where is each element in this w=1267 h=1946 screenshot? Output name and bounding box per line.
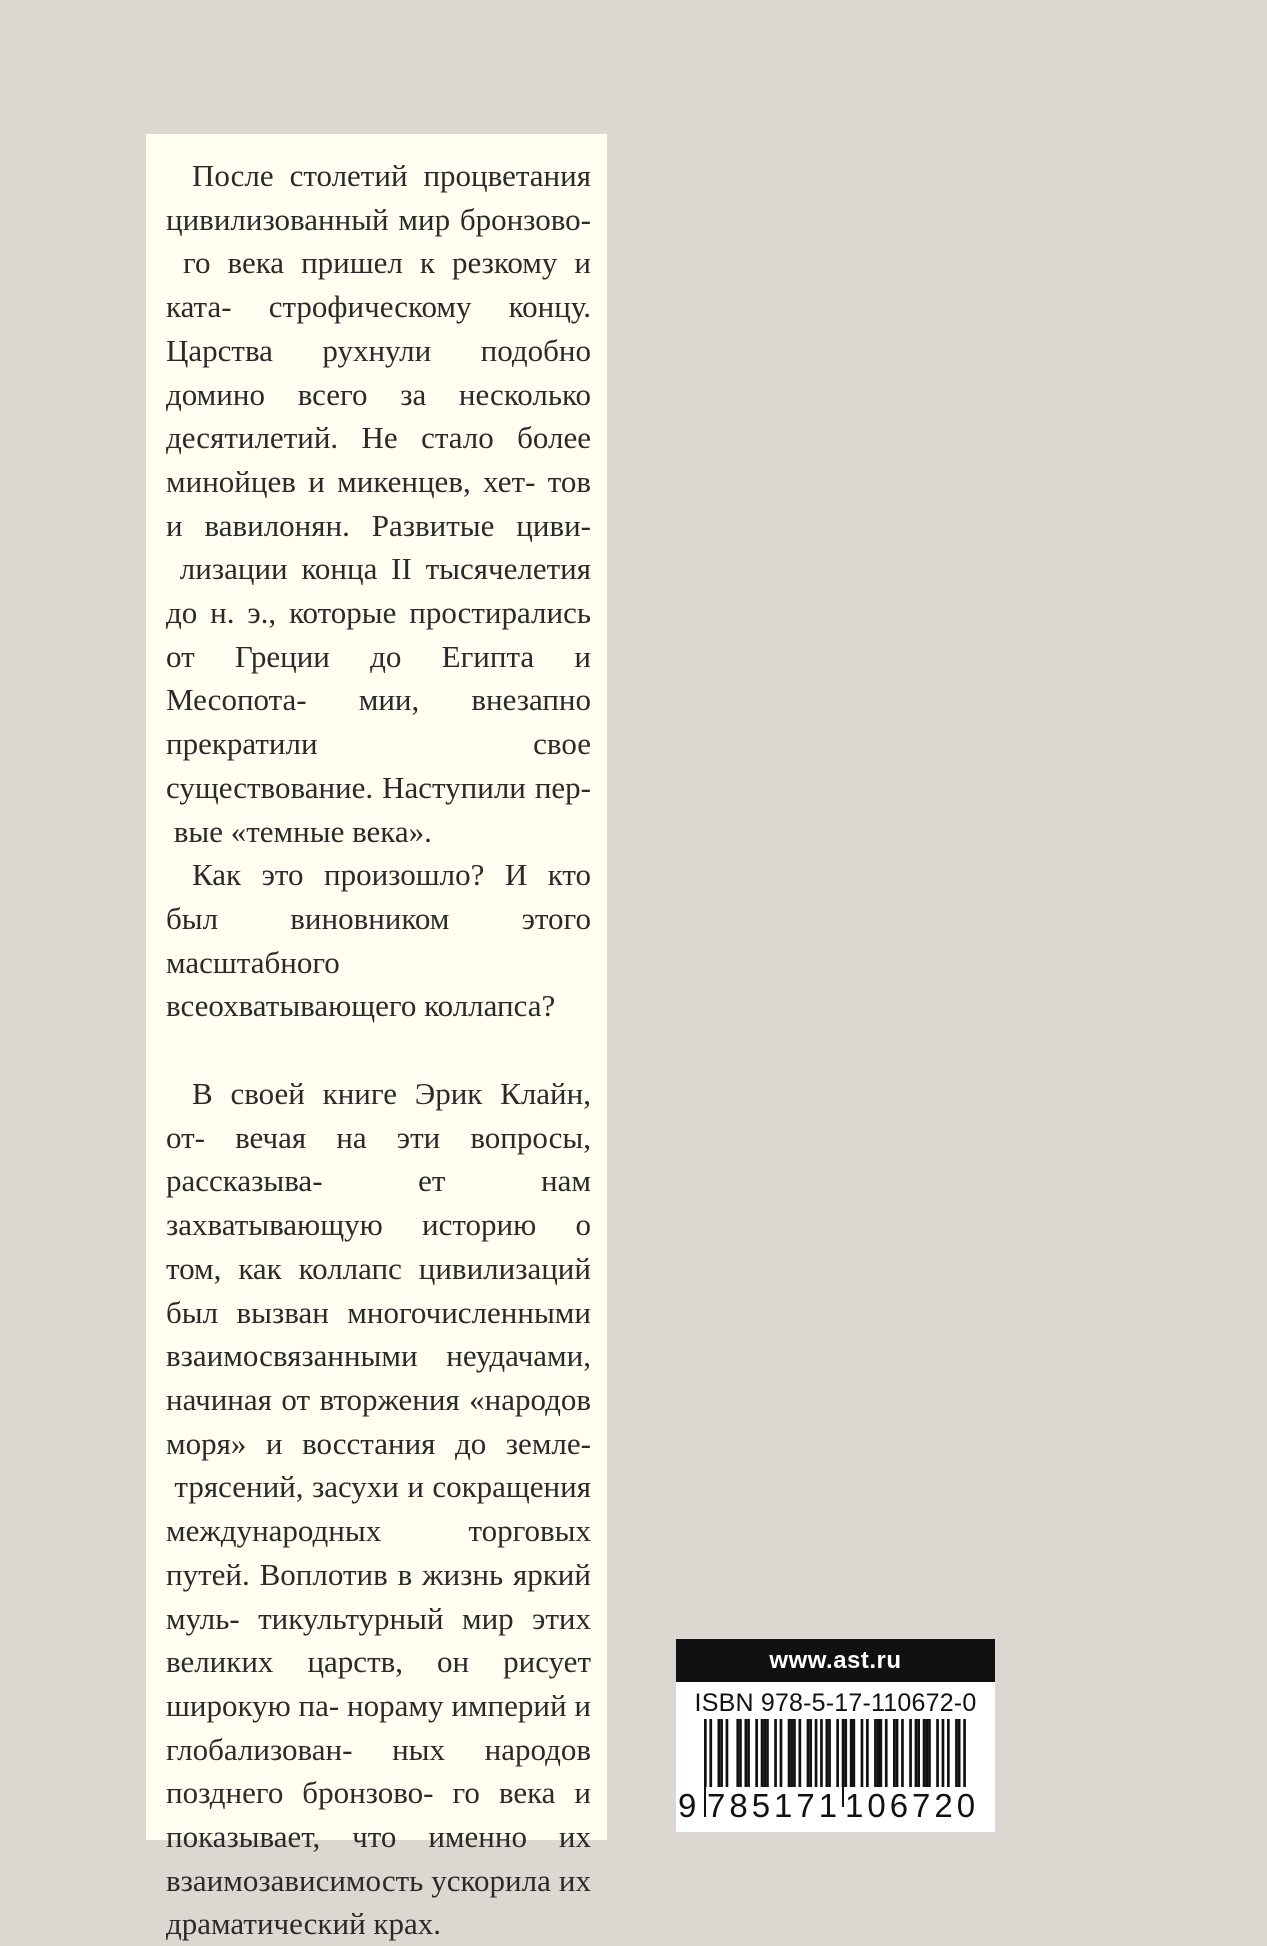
barcode-digit-lead: 9 — [678, 1787, 697, 1824]
barcode-digits — [676, 1787, 995, 1827]
barcode-digits-left: 785171 — [707, 1787, 842, 1824]
description-paragraph-3: В своей книге Эрик Клайн, от- вечая на эти вопросы, рассказыва- ет нам захватывающую историю о том, как коллапс цивилизаций был вызван многочисленными взаимосвязанными неудачами, начиная от вторжения «народов моря» и восстания до земле- трясений, засухи и сокращения международных торговых путей. Воплотив в жизнь яркий муль- тикультурный мир этих великих царств, он рисует широкую па- нораму империй и глобализован- ных народов позднего бронзово- го века и показывает, что именно их взаимозависимость ускорила их драматический крах. — [166, 1076, 591, 1942]
publisher-url: www.ast.ru — [676, 1639, 995, 1682]
description-paragraph-1: После столетий процветания цивилизованный мир бронзово- го века пришел к резкому и ката- строфическому концу. Царства рухнули подобно домино всего за несколько десятилетий. Не стало более минойцев и микенцев, хет- тов и вавилонян. Развитые циви- лизации конца II тысячелетия до н. э., которые простирались от Греции до Египта и Месопота- мии, внезапно прекратили свое существование. Наступили пер- вые «темные века». — [166, 158, 591, 849]
paragraph-gap — [166, 1028, 591, 1072]
barcode-digits-right: 106720 — [845, 1787, 980, 1824]
barcode-block — [676, 1639, 995, 1832]
description-paragraph-2: Как это произошло? И кто был виновником этого масштабного всеохватывающего коллапса? — [166, 857, 591, 1024]
description-panel — [146, 134, 607, 1942]
isbn-label: ISBN 978-5-17-110672-0 — [694, 1689, 977, 1717]
